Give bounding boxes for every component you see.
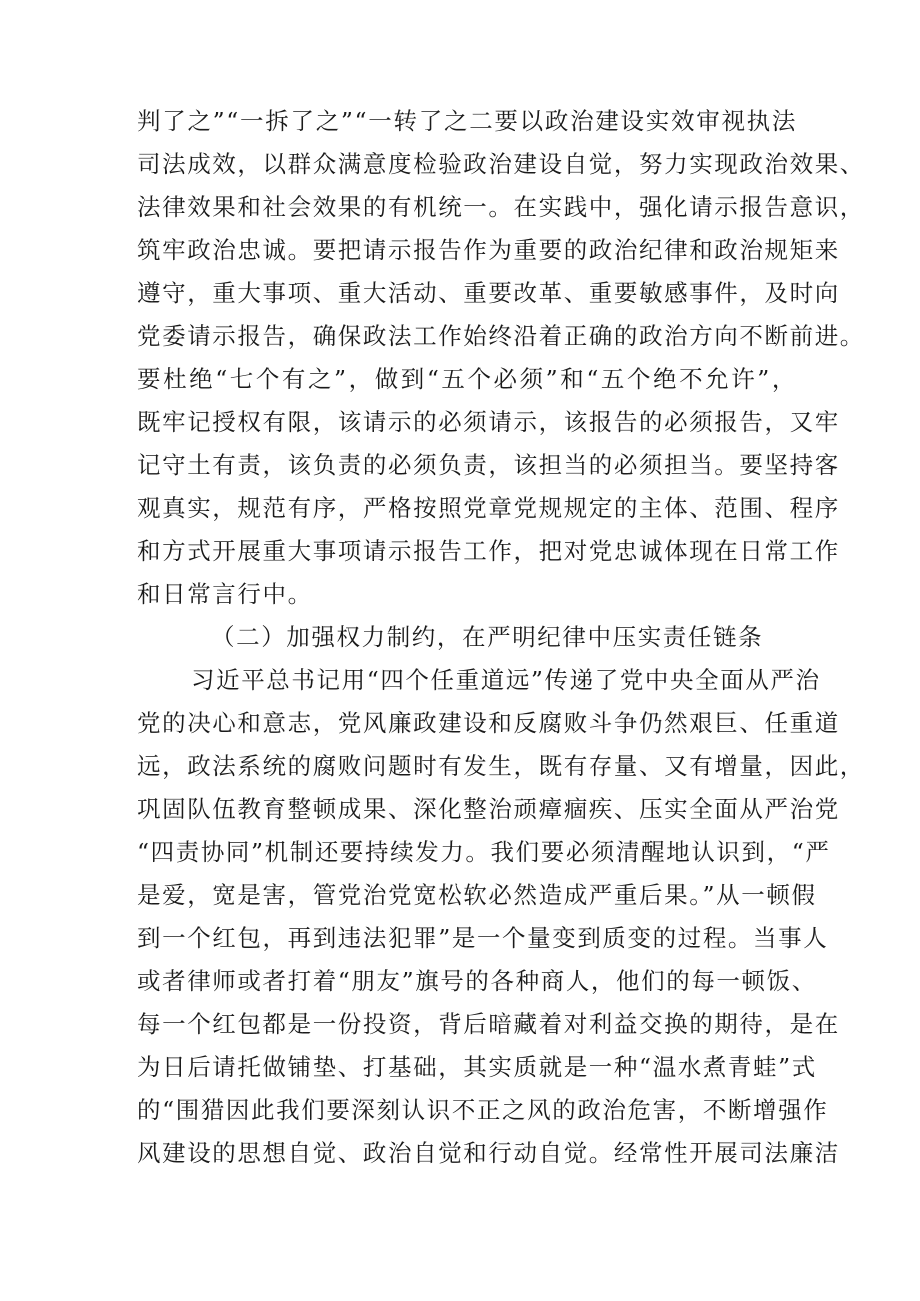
paragraph-2-line: 或者律师或者打着“朋友”旗号的各种商人，他们的每一顿饭、 — [137, 967, 817, 995]
paragraph-1-line: 党委请示报告，确保政法工作始终沿着正确的政治方向不断前进。 — [137, 322, 865, 350]
paragraph-1-line: 要杜绝“七个有之”，做到“五个必须”和“五个绝不允许”， — [137, 365, 797, 393]
paragraph-2-line: 巩固队伍教育整顿成果、深化整治顽瘴痼疾、压实全面从严治党 — [137, 795, 840, 823]
paragraph-1-line: 和日常言行中。 — [137, 580, 313, 608]
paragraph-1-line: 判了之”“一拆了之”“一转了之二要以政治建设实效审视执法 — [137, 107, 797, 135]
paragraph-2-line: 的“围猎因此我们要深刻认识不正之风的政治危害，不断增强作 — [137, 1096, 829, 1124]
paragraph-1-line: 和方式开展重大事项请示报告工作，把对党忠诚体现在日常工作 — [137, 537, 840, 565]
section-heading: （二）加强权力制约，在严明纪律中压实责任链条 — [211, 623, 764, 651]
paragraph-1-line: 筑牢政治忠诚。要把请示报告作为重要的政治纪律和政治规矩来 — [137, 236, 840, 264]
paragraph-1-line: 既牢记授权有限，该请示的必须请示，该报告的必须报告，又牢 — [137, 408, 840, 436]
paragraph-1-line: 遵守，重大事项、重大活动、重要改革、重要敏感事件，及时向 — [137, 279, 840, 307]
paragraph-2-line: 是爱，宽是害，管党治党宽松软必然造成严重后果。”从一顿假 — [137, 881, 817, 909]
paragraph-2-line: 为日后请托做铺垫、打基础，其实质就是一种“温水煮青蛙”式 — [137, 1053, 817, 1081]
paragraph-1-line: 记守土有责，该负责的必须负责，该担当的必须担当。要坚持客 — [137, 451, 840, 479]
paragraph-2-line: 风建设的思想自觉、政治自觉和行动自觉。经常性开展司法廉洁 — [137, 1139, 840, 1167]
paragraph-1-line: 司法成效，以群众满意度检验政治建设自觉，努力实现政治效果、 — [137, 150, 865, 178]
paragraph-2-line: 远，政法系统的腐败问题时有发生，既有存量、又有增量，因此， — [137, 752, 865, 780]
paragraph-2-line: 每一个红包都是一份投资，背后暗藏着对利益交换的期待，是在 — [137, 1010, 840, 1038]
paragraph-2-line: 到一个红包，再到违法犯罪”是一个量变到质变的过程。当事人 — [137, 924, 829, 952]
paragraph-2-line: 习近平总书记用“四个任重道远”传递了党中央全面从严治 — [191, 666, 821, 694]
document-body — [137, 100, 865, 1175]
paragraph-2-line: 党的决心和意志，党风廉政建设和反腐败斗争仍然艰巨、任重道 — [137, 709, 840, 737]
paragraph-2-line: “四责协同”机制还要持续发力。我们要必须清醒地认识到，“严 — [137, 838, 831, 866]
paragraph-1-line: 观真实，规范有序，严格按照党章党规规定的主体、范围、程序 — [137, 494, 840, 522]
paragraph-1-line: 法律效果和社会效果的有机统一。在实践中，强化请示报告意识， — [137, 193, 865, 221]
